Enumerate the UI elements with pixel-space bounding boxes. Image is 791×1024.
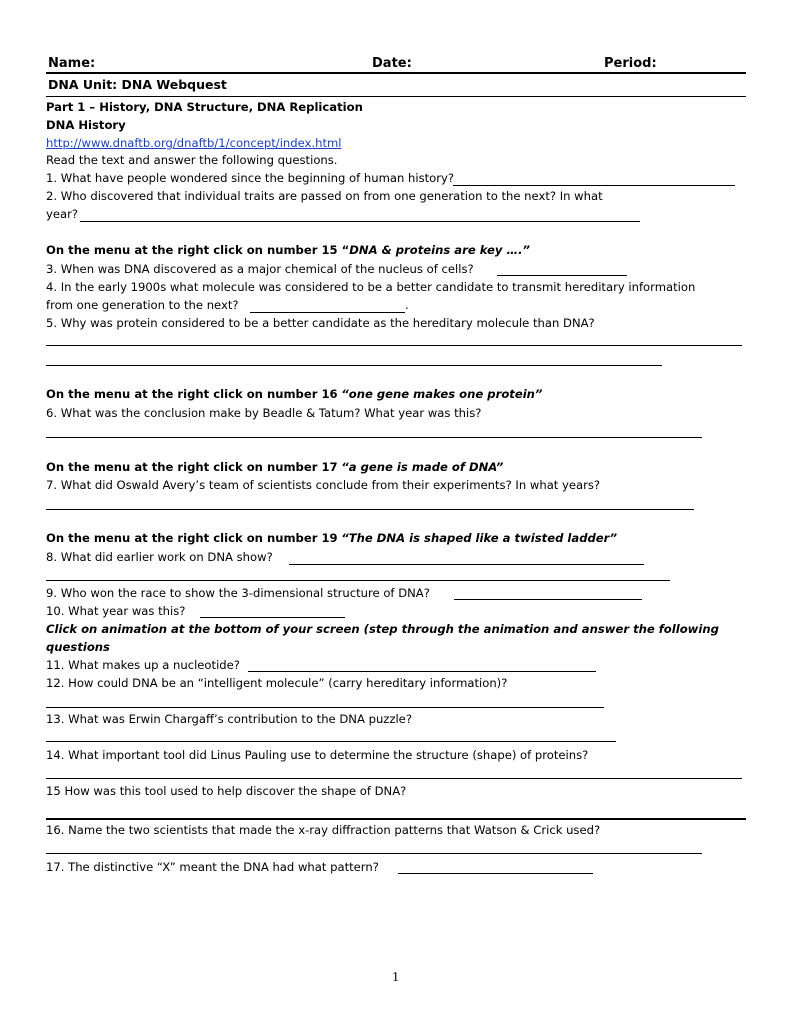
question-17: 17. The distinctive “X” meant the DNA had what pattern? [46, 860, 379, 874]
section-19-topic: “The DNA is shaped like a twisted ladder” [341, 531, 618, 545]
question-6: 6. What was the conclusion make by Beadle & Tatum? What year was this? [46, 406, 482, 420]
section-16-topic: “one gene makes one protein” [341, 387, 543, 401]
question-3: 3. When was DNA discovered as a major chemical of the nucleus of cells? [46, 262, 474, 276]
answer-line-15[interactable] [46, 818, 746, 820]
period-label: Period: [604, 56, 657, 71]
animation-instructions: Click on animation at the bottom of your screen (step through the animation and answer the following [46, 622, 719, 636]
question-16: 16. Name the two scientists that made the x-ray diffraction patterns that Watson & Crick used? [46, 823, 601, 837]
question-8: 8. What did earlier work on DNA show? [46, 550, 273, 564]
section-17-heading [46, 460, 503, 474]
question-15: 15 How was this tool used to help discover the shape of DNA? [46, 784, 407, 798]
question-11: 11. What makes up a nucleotide? [46, 658, 240, 672]
animation-instructions-cont: questions [46, 640, 110, 654]
answer-line-4[interactable] [250, 312, 405, 313]
question-10: 10. What year was this? [46, 604, 186, 618]
answer-line-2[interactable] [80, 221, 640, 222]
answer-line-16[interactable] [46, 853, 702, 854]
title-rule [46, 96, 746, 97]
dna-history-heading: DNA History [46, 118, 126, 132]
answer-line-7[interactable] [46, 509, 694, 510]
section-19-prefix: On the menu at the right click on number 19 [46, 531, 338, 545]
date-label: Date: [372, 56, 412, 71]
answer-line-5a[interactable] [46, 345, 742, 346]
section-17-prefix: On the menu at the right click on number 17 [46, 460, 338, 474]
section-15-prefix: On the menu at the right click on number 15 “ [46, 243, 350, 257]
question-1: 1. What have people wondered since the beginning of human history? [46, 171, 455, 185]
page-title: DNA Unit: DNA Webquest [48, 77, 227, 92]
question-7: 7. What did Oswald Avery’s team of scientists conclude from their experiments? In what years? [46, 478, 601, 492]
answer-line-13[interactable] [46, 741, 616, 742]
section-19-heading [46, 531, 617, 545]
answer-line-9[interactable] [454, 599, 642, 600]
section-16-prefix: On the menu at the right click on number 16 [46, 387, 338, 401]
answer-line-3[interactable] [497, 275, 627, 276]
answer-line-12[interactable] [46, 707, 604, 708]
instructions-text: Read the text and answer the following questions. [46, 153, 338, 167]
page-number: 1 [392, 970, 399, 985]
header-rule [46, 72, 746, 74]
question-4-cont: from one generation to the next? [46, 298, 239, 312]
question-4-period: . [405, 298, 409, 312]
question-4: 4. In the early 1900s what molecule was considered to be a better candidate to transmit hereditary information [46, 280, 696, 294]
question-13: 13. What was Erwin Chargaff’s contribution to the DNA puzzle? [46, 712, 412, 726]
part1-heading: Part 1 – History, DNA Structure, DNA Replication [46, 100, 363, 114]
answer-line-1[interactable] [453, 185, 735, 186]
section-15-topic: DNA & proteins are key ….” [349, 243, 530, 257]
section-17-topic: “a gene is made of DNA” [341, 460, 504, 474]
answer-line-6[interactable] [46, 437, 702, 438]
question-14: 14. What important tool did Linus Pauling use to determine the structure (shape) of proteins? [46, 748, 589, 762]
section-15-heading [46, 243, 530, 257]
answer-line-5b[interactable] [46, 365, 662, 366]
question-2-cont: year? [46, 207, 79, 221]
question-2: 2. Who discovered that individual traits are passed on from one generation to the next? In what [46, 189, 603, 203]
answer-line-14[interactable] [46, 778, 742, 779]
section-16-heading [46, 387, 542, 401]
dnaftb-link[interactable]: http://www.dnaftb.org/dnaftb/1/concept/index.html [46, 136, 342, 150]
answer-line-8b[interactable] [46, 580, 670, 581]
question-5: 5. Why was protein considered to be a better candidate as the hereditary molecule than DNA? [46, 316, 595, 330]
answer-line-17[interactable] [398, 873, 593, 874]
question-12: 12. How could DNA be an “intelligent molecule” (carry hereditary information)? [46, 676, 508, 690]
answer-line-11[interactable] [248, 671, 596, 672]
question-9: 9. Who won the race to show the 3-dimensional structure of DNA? [46, 586, 430, 600]
answer-line-10[interactable] [200, 617, 345, 618]
answer-line-8a[interactable] [289, 564, 644, 565]
name-label: Name: [48, 56, 96, 71]
